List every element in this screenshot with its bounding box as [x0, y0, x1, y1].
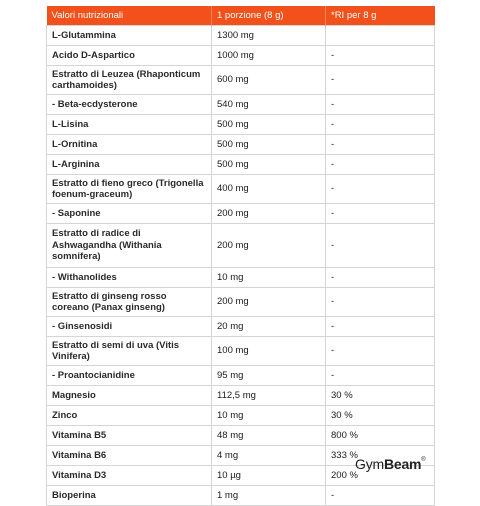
header-nutrient: Valori nutrizionali: [47, 6, 212, 26]
table-row: [47, 337, 435, 366]
ri-percent-cell: -: [326, 66, 435, 95]
serving-amount-cell: 500 mg: [212, 115, 326, 135]
ri-percent-cell: -: [326, 115, 435, 135]
serving-amount-cell: 200 mg: [212, 224, 326, 268]
table-row: [47, 224, 435, 268]
serving-amount-cell: 1300 mg: [212, 26, 326, 46]
table-row: [47, 95, 435, 115]
table-row: [47, 288, 435, 317]
ri-percent-cell: 333 %: [326, 446, 435, 466]
ri-percent-cell: -: [326, 175, 435, 204]
table-row: [47, 46, 435, 66]
table-row: [47, 317, 435, 337]
serving-amount-cell: 540 mg: [212, 95, 326, 115]
header-ri: *RI per 8 g: [326, 6, 435, 26]
ri-percent-cell: -: [326, 46, 435, 66]
serving-amount-cell: 4 mg: [212, 446, 326, 466]
nutrient-name-cell: Vitamina B6: [47, 446, 212, 466]
table-row: [47, 175, 435, 204]
table-row: [47, 135, 435, 155]
nutrient-name-cell: L-Glutammina: [47, 26, 212, 46]
nutrition-table: [46, 6, 435, 506]
ri-percent-cell: -: [326, 155, 435, 175]
ri-percent-cell: -: [326, 337, 435, 366]
nutrient-name-cell: - Withanolides: [47, 268, 212, 288]
nutrient-name-cell: Bioperina: [47, 486, 212, 506]
nutrient-name-cell: - Saponine: [47, 204, 212, 224]
ri-percent-cell: -: [326, 268, 435, 288]
nutrient-name-cell: Vitamina B5: [47, 426, 212, 446]
ri-percent-cell: -: [326, 288, 435, 317]
serving-amount-cell: 400 mg: [212, 175, 326, 204]
nutrition-table-container: [46, 6, 434, 506]
gymbeam-logo: [355, 456, 426, 472]
nutrient-name-cell: Zinco: [47, 406, 212, 426]
table-row: [47, 66, 435, 95]
table-row: [47, 406, 435, 426]
ri-percent-cell: 30 %: [326, 386, 435, 406]
serving-amount-cell: 1 mg: [212, 486, 326, 506]
logo-part-beam: Beam: [383, 456, 422, 472]
nutrient-name-cell: L-Lisina: [47, 115, 212, 135]
nutrient-name-cell: Estratto di semi di uva (Vitis Vinifera): [47, 337, 212, 366]
nutrient-name-cell: Estratto di Leuzea (Rhaponticum carthamoides): [47, 66, 212, 95]
nutrient-name-cell: Magnesio: [47, 386, 212, 406]
table-row: [47, 155, 435, 175]
ri-percent-cell: -: [326, 95, 435, 115]
nutrient-name-cell: Estratto di radice di Ashwagandha (Withania somnifera): [47, 224, 212, 268]
serving-amount-cell: 500 mg: [212, 135, 326, 155]
ri-percent-cell: -: [326, 366, 435, 386]
nutrient-name-cell: L-Arginina: [47, 155, 212, 175]
serving-amount-cell: 20 mg: [212, 317, 326, 337]
table-row: [47, 268, 435, 288]
table-row: [47, 386, 435, 406]
ri-percent-cell: -: [326, 486, 435, 506]
ri-percent-cell: -: [326, 224, 435, 268]
nutrient-name-cell: Acido D-Aspartico: [47, 46, 212, 66]
serving-amount-cell: 100 mg: [212, 337, 326, 366]
ri-percent-cell: [326, 26, 435, 46]
serving-amount-cell: 10 mg: [212, 268, 326, 288]
ri-percent-cell: -: [326, 204, 435, 224]
table-body: [47, 26, 435, 506]
table-header-row: [47, 6, 435, 26]
nutrient-name-cell: L-Ornitina: [47, 135, 212, 155]
serving-amount-cell: 48 mg: [212, 426, 326, 446]
ri-percent-cell: 800 %: [326, 426, 435, 446]
nutrient-name-cell: Estratto di ginseng rosso coreano (Panax ginseng): [47, 288, 212, 317]
serving-amount-cell: 95 mg: [212, 366, 326, 386]
ri-percent-cell: 30 %: [326, 406, 435, 426]
table-row: [47, 115, 435, 135]
logo-part-gym: Gym: [355, 456, 384, 472]
serving-amount-cell: 200 mg: [212, 204, 326, 224]
serving-amount-cell: 500 mg: [212, 155, 326, 175]
ri-percent-cell: -: [326, 317, 435, 337]
ri-percent-cell: 200 %: [326, 466, 435, 486]
serving-amount-cell: 600 mg: [212, 66, 326, 95]
table-row: [47, 486, 435, 506]
table-row: [47, 204, 435, 224]
table-row: [47, 26, 435, 46]
nutrient-name-cell: - Proantocianidine: [47, 366, 212, 386]
nutrient-name-cell: - Beta-ecdysterone: [47, 95, 212, 115]
serving-amount-cell: 200 mg: [212, 288, 326, 317]
nutrient-name-cell: Estratto di fieno greco (Trigonella foenum-graceum): [47, 175, 212, 204]
ri-percent-cell: -: [326, 135, 435, 155]
serving-amount-cell: 10 µg: [212, 466, 326, 486]
logo-registered-mark: ®: [421, 457, 426, 464]
nutrient-name-cell: Vitamina D3: [47, 466, 212, 486]
serving-amount-cell: 1000 mg: [212, 46, 326, 66]
header-serving: 1 porzione (8 g): [212, 6, 326, 26]
table-row: [47, 366, 435, 386]
nutrient-name-cell: - Ginsenosidi: [47, 317, 212, 337]
serving-amount-cell: 10 mg: [212, 406, 326, 426]
table-row: [47, 426, 435, 446]
serving-amount-cell: 112,5 mg: [212, 386, 326, 406]
